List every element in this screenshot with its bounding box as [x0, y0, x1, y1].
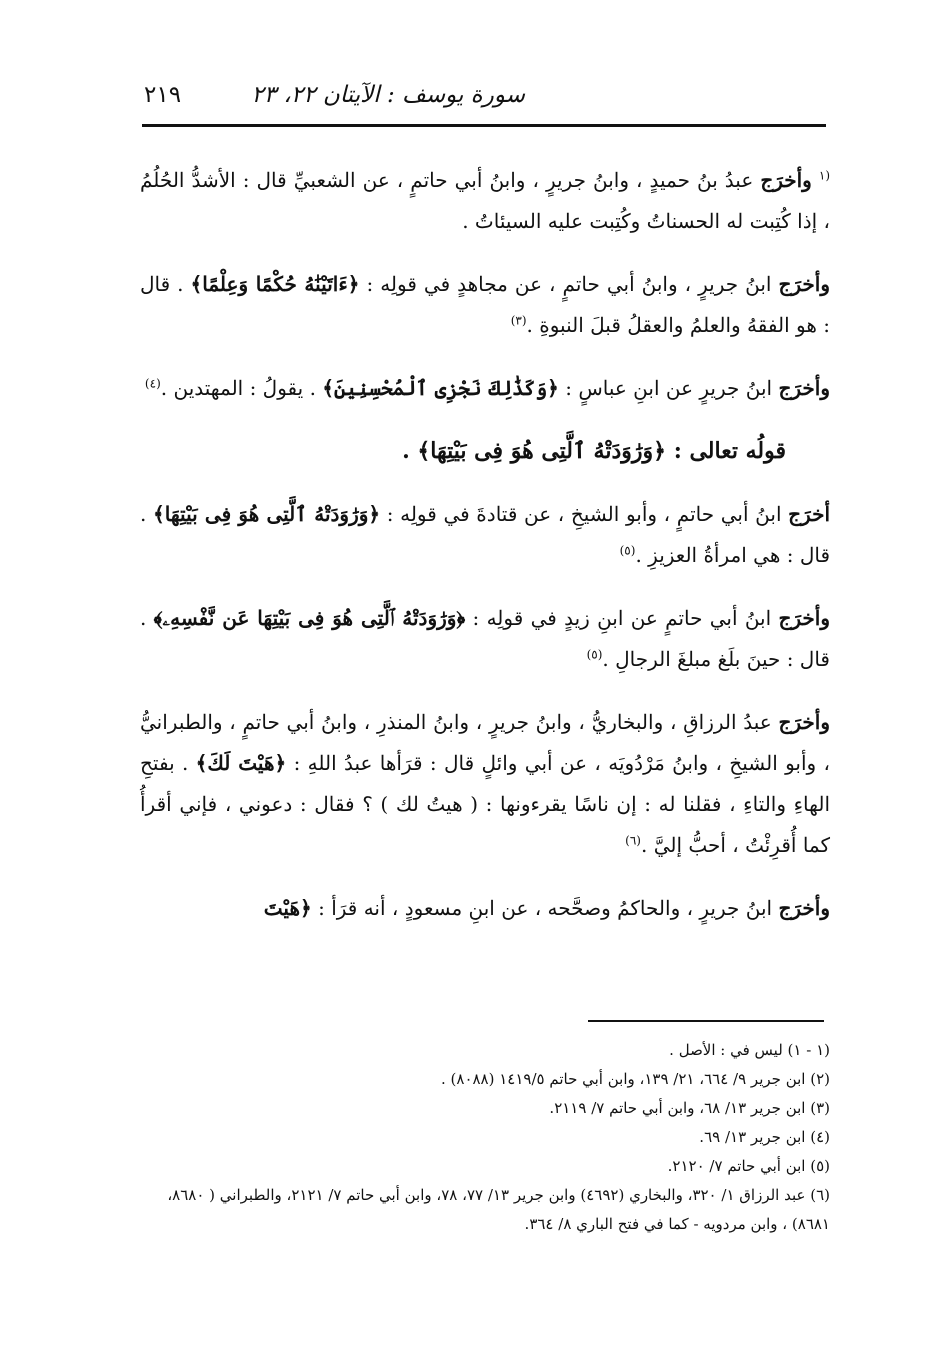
main-text	[140, 160, 830, 951]
paragraph-5	[140, 598, 830, 680]
footnote: (٣) ابن جرير ١٣/ ٦٨، وابن أبي حاتم ٧/ ٢١١٩.	[549, 1099, 830, 1117]
paragraph-text-after: . قال : حينَ بلَغ مبلغَ الرجالِ .	[140, 606, 830, 671]
quran-quote: ﴿وَكَذَٰلِكَ نَجْزِى ٱلْمُحْسِنِينَ﴾	[322, 376, 559, 400]
footnote-rule	[588, 1020, 824, 1022]
footnotes	[140, 1036, 830, 1239]
paragraph-text: عبدُ بنُ حميدٍ ، وابنُ جريرٍ ، وابنُ أبي حاتمٍ ، عن الشعبيِّ قال : الأشدُّ الحُلُمُ ، إذا كُتِبت له الحسناتُ وكُتِبت عليه السيئاتُ .	[140, 168, 830, 233]
paragraph-text-after: . قال : هي امرأةُ العزيزِ .	[140, 502, 830, 567]
paragraph-2	[140, 264, 830, 346]
paragraph-intro: وأخرَج	[778, 376, 830, 400]
paragraph-intro: وأخرَج	[778, 272, 830, 296]
quran-quote: ﴿هَيْتَ لَكَ﴾	[195, 751, 287, 775]
footnote-mark: (٦)	[625, 833, 641, 848]
footnote: (٦) عبد الرزاق ١/ ٣٢٠، والبخاري (٤٦٩٢) وابن جرير ١٣/ ٧٧، ٧٨، وابن أبي حاتم ٧/ ٢١٢١، والطبراني ( ٨٦٨٠، ٨٦٨١) ، وابن مردويه - كما في فتح الباري ٨/ ٣٦٤.	[167, 1186, 830, 1233]
paragraph-1	[140, 160, 830, 242]
paragraph-4	[140, 494, 830, 576]
header-title: سورة يوسف : الآيتان ٢٢، ٢٣	[251, 82, 525, 108]
footnote-mark: (٣)	[510, 313, 527, 328]
footnote-mark: (٥)	[586, 647, 603, 662]
paragraph-6	[140, 702, 830, 866]
paragraph-text: ابنُ أبي حاتمٍ ، وأبو الشيخِ ، عن قتادةَ في قولِه :	[380, 502, 789, 526]
paragraph-text: ابنُ جريرٍ ، وابنُ أبي حاتمٍ ، عن مجاهدٍ في قولِه :	[359, 272, 779, 296]
paragraph-7	[140, 888, 830, 929]
paragraph-3	[140, 368, 830, 409]
footnote-mark: (٤)	[144, 376, 161, 391]
quran-quote: ﴿هَيْتَ	[263, 896, 312, 920]
quran-quote: ﴿وَرَٰوَدَتْهُ ٱلَّتِى هُوَ فِى بَيْتِهَا﴾	[417, 438, 667, 464]
paragraph-intro: وأخرَج	[778, 896, 830, 920]
footnote: (١ - ١) ليس في : الأصل .	[669, 1041, 830, 1059]
paragraph-text: ابنُ جريرٍ عن ابنِ عباسٍ :	[558, 376, 779, 400]
page-number: ٢١٩	[144, 82, 182, 108]
paragraph-text: عبدُ الرزاقِ ، والبخاريُّ ، وابنُ جريرٍ ، وابنُ المنذرِ ، وابنُ أبي حاتمٍ ، والطبرانيُّ ، وأبو الشيخِ ، وابنُ مَرْدُويَه ، عن أبي وائلٍ قال : قرَأها عبدُ اللهِ :	[140, 710, 830, 775]
quran-quote: ﴿ءَاتَيْنَٰهُ حُكْمًا وَعِلْمًا﴾	[190, 272, 360, 296]
paragraph-text: ابنُ جريرٍ ، والحاكمُ وصحَّحه ، عن ابنِ مسعودٍ ، أنه قرَأ :	[311, 896, 779, 920]
footnote: (٢) ابن جرير ٩/ ٦٦٤، ٢١/ ١٣٩، وابن أبي حاتم ١٤١٩/٥ (٨٠٨٨) .	[441, 1070, 830, 1088]
paragraph-intro: وأخرَج	[760, 168, 812, 192]
quran-quote: ﴿وَرَٰوَدَتْهُ ٱلَّتِى هُوَ فِى بَيْتِهَا﴾	[153, 502, 381, 526]
paragraph-intro: وأخرَج	[778, 606, 830, 630]
paragraph-text-after: . يقولُ : المهتدين .	[160, 376, 323, 400]
paragraph-intro: وأخرَج	[778, 710, 830, 734]
footnote-mark: (١	[818, 168, 831, 183]
paragraph-intro: أخرَج	[788, 502, 831, 526]
running-header	[140, 80, 825, 120]
paragraph-text-after: . قال : هو الفقهُ والعلمُ والعقلُ قبلَ النبوةِ .	[140, 272, 830, 337]
paragraph-text-after: . بفتحِ الهاءِ والتاءِ ، فقلنا له : إن ناسًا يقرءونها : ( هيتُ لك ) ؟ فقال : دعوني ، فإني أقرأُ كما أُقرِئْتُ ، أحبُّ إليَّ .	[140, 751, 830, 857]
verse-heading	[140, 431, 830, 472]
verse-heading-label: قولُه تعالى :	[666, 438, 786, 464]
header-rule	[142, 124, 826, 127]
footnote: (٥) ابن أبي حاتم ٧/ ٢١٢٠.	[667, 1157, 830, 1175]
footnote-mark: (٥)	[619, 543, 636, 558]
footnote: (٤) ابن جرير ١٣/ ٦٩.	[699, 1128, 830, 1146]
paragraph-text-after: .	[402, 438, 418, 464]
paragraph-text: ابنُ أبي حاتمٍ عن ابنِ زيدٍ في قولِه :	[465, 606, 779, 630]
quran-quote: ﴿وَرَٰوَدَتْهُ ٱلَّتِى هُوَ فِى بَيْتِهَا عَن نَّفْسِهِۦ﴾	[153, 606, 466, 630]
